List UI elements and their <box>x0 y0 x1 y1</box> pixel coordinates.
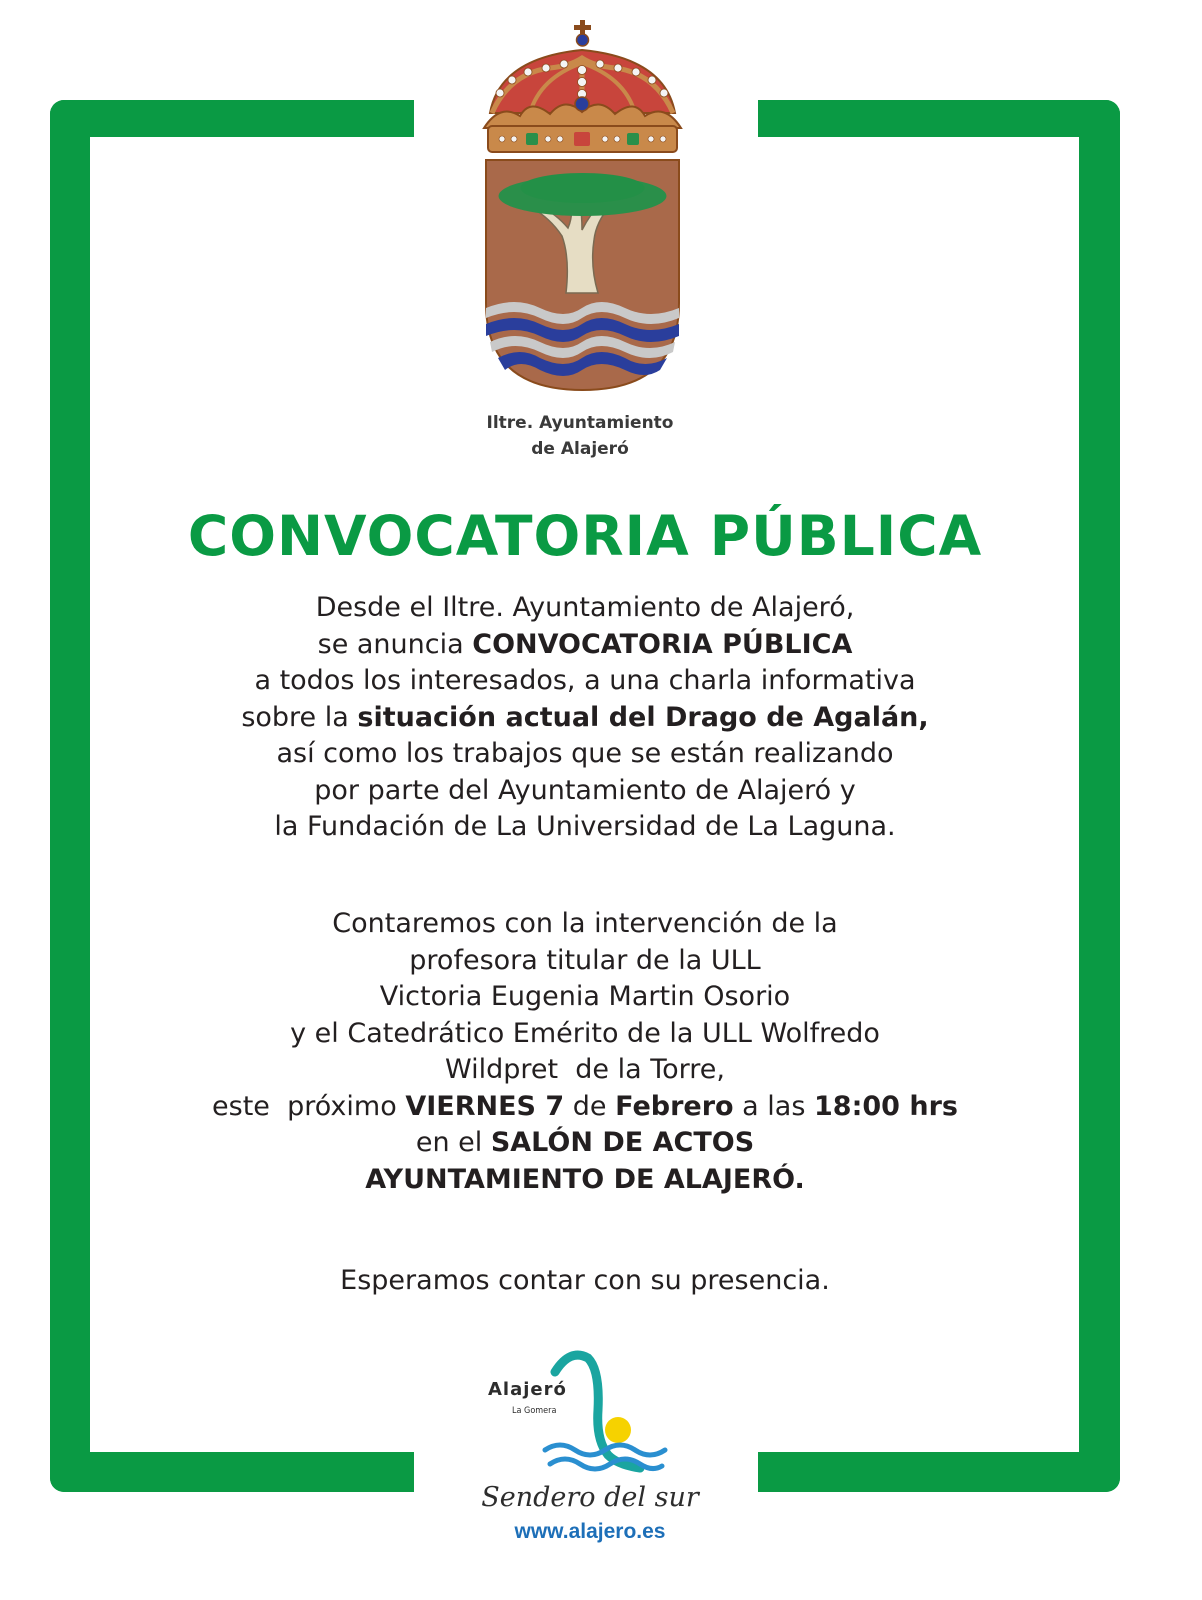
text-line: a todos los interesados, a una charla informativa <box>254 665 916 696</box>
text-line: profesora titular de la ULL <box>409 944 761 976</box>
frame-left <box>50 100 90 1492</box>
text-run: a las <box>733 1090 814 1122</box>
event-datetime <box>90 1089 1080 1126</box>
event-month: Febrero <box>615 1090 734 1122</box>
speakers-paragraph <box>90 906 1080 1198</box>
event-day: VIERNES 7 <box>405 1090 565 1122</box>
text-run: se anuncia <box>317 628 473 660</box>
emphasis-text: situación actual del Drago de Agalán, <box>357 701 929 733</box>
closing-line <box>90 1263 1080 1300</box>
coat-of-arms-icon <box>470 18 695 398</box>
footer-subbrand: La Gomera <box>512 1406 557 1416</box>
venue-name: SALÓN DE ACTOS <box>490 1127 755 1158</box>
text-line: y el Catedrático Emérito de la ULL Wolfredo <box>290 1017 880 1049</box>
page-title: CONVOCATORIA PÚBLICA <box>187 504 983 568</box>
frame-bottom-left <box>50 1452 414 1492</box>
website-link[interactable]: www.alajero.es <box>514 1520 666 1543</box>
frame-top-left <box>50 100 414 137</box>
frame-bottom-right <box>758 1452 1120 1492</box>
emphasis-text: CONVOCATORIA PÚBLICA <box>472 628 853 660</box>
footer-brand: Alajeró <box>488 1379 567 1400</box>
text-line <box>90 627 1080 664</box>
council-name-line2: de Alajeró <box>531 439 629 459</box>
footer-slogan: Sendero del sur <box>481 1482 699 1513</box>
text-line <box>90 700 1080 737</box>
text-run: este próximo <box>212 1090 406 1122</box>
venue-building: AYUNTAMIENTO DE ALAJERÓ. <box>365 1163 805 1195</box>
frame-right <box>1079 100 1120 1492</box>
text-line: la Fundación de La Universidad de La Laguna. <box>274 811 896 842</box>
text-run: de <box>564 1090 616 1122</box>
event-venue <box>90 1125 1080 1162</box>
text-line: por parte del Ayuntamiento de Alajeró y <box>314 774 856 806</box>
text-line: Contaremos con la intervención de la <box>332 908 838 939</box>
council-name-line1: Iltre. Ayuntamiento <box>486 413 674 433</box>
speaker-name: Victoria Eugenia Martin Osorio <box>379 981 791 1012</box>
council-name <box>380 410 780 462</box>
text-line: Desde el Iltre. Ayuntamiento de Alajeró, <box>315 592 855 623</box>
text-line: Wildpret de la Torre, <box>445 1054 725 1085</box>
announcement-paragraph <box>90 590 1080 846</box>
frame-top-right <box>758 100 1120 137</box>
text-run: sobre la <box>241 701 358 733</box>
text-line: Esperamos contar con su presencia. <box>340 1265 830 1296</box>
event-time: 18:00 hrs <box>814 1090 958 1122</box>
text-run: en el <box>415 1127 491 1158</box>
text-line: así como los trabajos que se están realizando <box>276 738 894 769</box>
